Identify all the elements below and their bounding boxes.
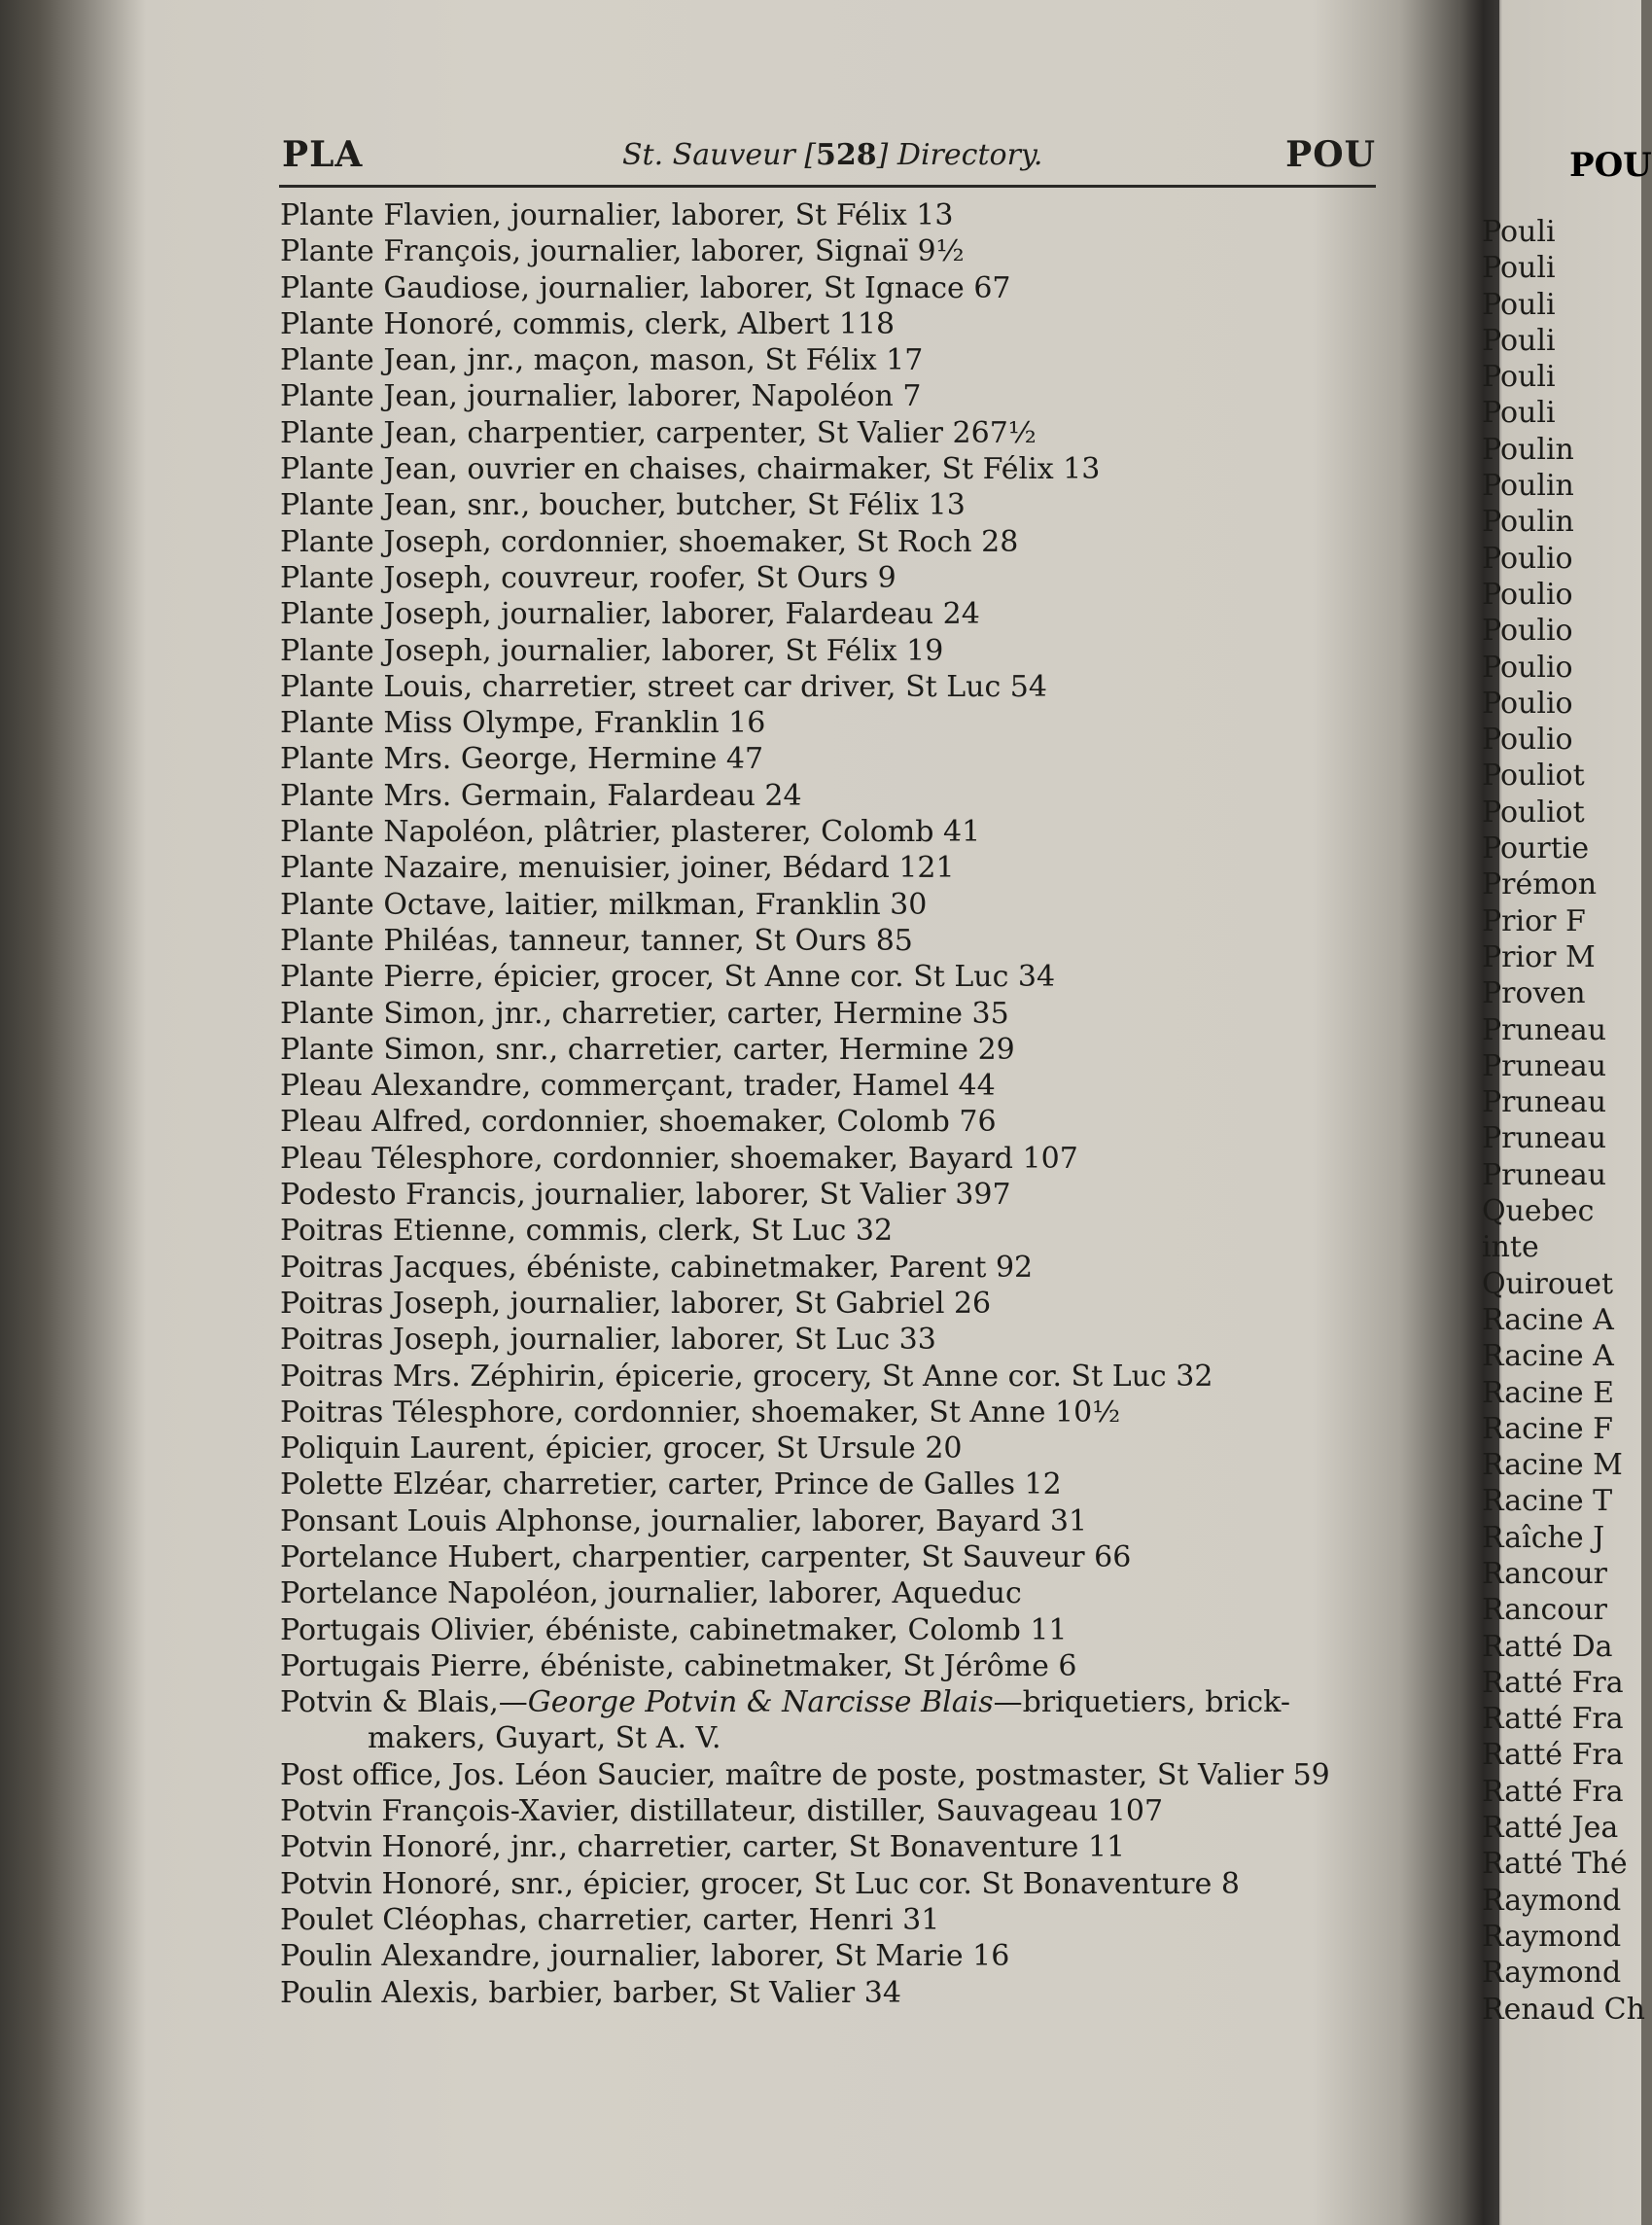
right-page-entry: Pourtie <box>1482 831 1590 866</box>
directory-entry: Pleau Alfred, cordonnier, shoemaker, Colomb 76 <box>280 1105 997 1140</box>
right-page-entry: Poulio <box>1482 650 1573 685</box>
directory-entry: Plante Joseph, cordonnier, shoemaker, St Roch 28 <box>280 524 1019 559</box>
directory-entry: Plante Jean, journalier, laborer, Napoléon 7 <box>280 379 922 414</box>
right-page-entry: Poulin <box>1482 505 1574 540</box>
right-page-entry: Poulio <box>1482 686 1573 721</box>
right-page-entry: Pouli <box>1482 360 1556 395</box>
directory-entry: Polette Elzéar, charretier, carter, Prince de Galles 12 <box>280 1467 1062 1502</box>
directory-entry: Potvin & Blais,—George Potvin & Narcisse Blais—briquetiers, brick- <box>280 1685 1290 1720</box>
right-page-entry: Racine T <box>1482 1484 1613 1519</box>
directory-entry: Pleau Télesphore, cordonnier, shoemaker, Bayard 107 <box>280 1141 1078 1176</box>
directory-entry: Plante Flavien, journalier, laborer, St Félix 13 <box>280 198 954 232</box>
directory-entry: Plante Jean, ouvrier en chaises, chairmaker, St Félix 13 <box>280 452 1101 487</box>
page-number: 528 <box>816 138 877 172</box>
directory-entry: Portugais Pierre, ébéniste, cabinetmaker, St Jérôme 6 <box>280 1648 1077 1683</box>
directory-entry: Poitras Mrs. Zéphirin, épicerie, grocery, St Anne cor. St Luc 32 <box>280 1359 1213 1394</box>
right-page-entry: Quebec <box>1482 1194 1595 1229</box>
header-title: St. Sauveur [528] Directory. <box>622 138 1043 172</box>
directory-entry: Plante Philéas, tanneur, tanner, St Ours 85 <box>280 923 913 958</box>
directory-entry: Plante Jean, charpentier, carpenter, St Valier 267½ <box>280 415 1037 450</box>
right-page-entry: Ratté Fra <box>1482 1702 1624 1737</box>
directory-entry: Plante Mrs. George, Hermine 47 <box>280 742 764 777</box>
right-page-entry: Pouli <box>1482 396 1556 431</box>
right-page-entry: Prior F <box>1482 903 1586 938</box>
directory-entry: Poitras Joseph, journalier, laborer, St Gabriel 26 <box>280 1286 992 1321</box>
directory-entry: Plante Louis, charretier, street car driver, St Luc 54 <box>280 669 1047 704</box>
directory-entry: Plante Octave, laitier, milkman, Franklin 30 <box>280 887 928 922</box>
directory-entry: Plante Joseph, couvreur, roofer, St Ours 9 <box>280 560 896 595</box>
directory-entry: Poitras Jacques, ébéniste, cabinetmaker, Parent 92 <box>280 1250 1034 1285</box>
directory-entry: Plante Pierre, épicier, grocer, St Anne cor. St Luc 34 <box>280 960 1056 995</box>
directory-entry: Potvin Honoré, jnr., charretier, carter, St Bonaventure 11 <box>280 1830 1126 1865</box>
directory-entry: Plante Jean, jnr., maçon, mason, St Félix 17 <box>280 343 924 378</box>
right-page-entry: Ratté Fra <box>1482 1774 1624 1809</box>
right-page-entry: Rancour <box>1482 1556 1608 1591</box>
directory-entry: Plante Mrs. Germain, Falardeau 24 <box>280 778 802 813</box>
right-page-entry: Ratté Fra <box>1482 1665 1624 1700</box>
right-page-entry: Proven <box>1482 976 1586 1011</box>
right-page-entry: Renaud Ch <box>1482 1992 1645 2027</box>
right-page-entry: Poulio <box>1482 541 1573 576</box>
directory-entry: Poitras Télesphore, cordonnier, shoemaker, St Anne 10½ <box>280 1395 1121 1430</box>
header-rule <box>279 185 1376 188</box>
right-page-entry: Pruneau <box>1482 1085 1607 1120</box>
directory-entry: Poulin Alexis, barbier, barber, St Valier 34 <box>280 1975 901 2010</box>
directory-entry: Plante Nazaire, menuisier, joiner, Bédard 121 <box>280 851 955 886</box>
right-page-entry: inte <box>1482 1230 1539 1265</box>
right-page-entry: Racine E <box>1482 1375 1615 1410</box>
directory-entry: Plante Miss Olympe, Franklin 16 <box>280 706 766 741</box>
right-page-entry: Ratté Fra <box>1482 1738 1624 1773</box>
directory-entry: Potvin François-Xavier, distillateur, distiller, Sauvageau 107 <box>280 1794 1164 1829</box>
right-page-entry: Quirouet <box>1482 1266 1614 1301</box>
header-right-guide: POU <box>1285 134 1376 175</box>
right-page-entry: Ratté Thé <box>1482 1847 1628 1882</box>
directory-entry: Poulet Cléophas, charretier, carter, Henri 31 <box>280 1902 940 1937</box>
right-page-entry: Raymond <box>1482 1883 1622 1918</box>
right-page-entry: Poulin <box>1482 432 1574 467</box>
right-page-entry: Poulin <box>1482 469 1574 504</box>
right-page-entry: Pruneau <box>1482 1157 1607 1192</box>
directory-entry: Plante Gaudiose, journalier, laborer, St Ignace 67 <box>280 270 1011 305</box>
directory-entry: Plante Simon, jnr., charretier, carter, Hermine 35 <box>280 996 1009 1031</box>
right-page-header: POU <box>1569 146 1652 185</box>
right-page-entry: Poulio <box>1482 614 1573 649</box>
right-page-entry: Poulio <box>1482 577 1573 612</box>
directory-entry-continuation: makers, Guyart, St A. V. <box>368 1721 721 1756</box>
directory-entry: Plante François, journalier, laborer, Signaï 9½ <box>280 234 965 269</box>
right-page-entry: Pouli <box>1482 323 1556 358</box>
directory-entries <box>280 197 1379 2011</box>
directory-entry: Portelance Hubert, charpentier, carpenter, St Sauveur 66 <box>280 1539 1132 1574</box>
right-page-entry: Pruneau <box>1482 1012 1607 1047</box>
directory-entry: Post office, Jos. Léon Saucier, maître de poste, postmaster, St Valier 59 <box>280 1757 1330 1792</box>
right-page-entry: Pouli <box>1482 251 1556 286</box>
right-page-entry: Racine F <box>1482 1411 1613 1446</box>
directory-entry: Poitras Joseph, journalier, laborer, St Luc 33 <box>280 1323 936 1358</box>
right-page-entries <box>1482 214 1645 2028</box>
right-page-entry: Rancour <box>1482 1593 1608 1628</box>
right-page-entry: Ratté Jea <box>1482 1811 1619 1846</box>
right-page-entry: Pouliot <box>1482 795 1585 830</box>
right-page-entry: Ratté Da <box>1482 1629 1613 1664</box>
right-page-entry: Racine M <box>1482 1448 1623 1483</box>
right-page-entry: Pouli <box>1482 287 1556 322</box>
directory-entry: Portelance Napoléon, journalier, laborer, Aqueduc <box>280 1576 1022 1611</box>
right-page-entry: Raîche J <box>1482 1520 1605 1555</box>
directory-entry: Plante Jean, snr., boucher, butcher, St Félix 13 <box>280 488 966 523</box>
header-left-guide: PLA <box>282 134 364 175</box>
directory-entry: Poitras Etienne, commis, clerk, St Luc 32 <box>280 1214 894 1249</box>
directory-entry: Plante Simon, snr., charretier, carter, Hermine 29 <box>280 1032 1015 1067</box>
directory-entry: Poliquin Laurent, épicier, grocer, St Ursule 20 <box>280 1431 963 1466</box>
directory-entry: Poulin Alexandre, journalier, laborer, St Marie 16 <box>280 1939 1010 1974</box>
right-page-entry: Raymond <box>1482 1956 1622 1991</box>
right-page-entry: Poulio <box>1482 723 1573 758</box>
right-page-entry: Pouli <box>1482 215 1556 249</box>
right-page-entry: Pouliot <box>1482 759 1585 794</box>
directory-entry: Pleau Alexandre, commerçant, trader, Hamel 44 <box>280 1069 996 1104</box>
directory-entry: Plante Napoléon, plâtrier, plasterer, Colomb 41 <box>280 815 981 850</box>
running-head <box>282 134 1376 179</box>
directory-entry: Plante Joseph, journalier, laborer, Falardeau 24 <box>280 597 980 632</box>
directory-entry: Plante Honoré, commis, clerk, Albert 118 <box>280 306 896 341</box>
directory-entry: Podesto Francis, journalier, laborer, St Valier 397 <box>280 1178 1011 1213</box>
directory-entry: Portugais Olivier, ébéniste, cabinetmaker, Colomb 11 <box>280 1612 1068 1647</box>
directory-entry: Plante Joseph, journalier, laborer, St Félix 19 <box>280 633 944 668</box>
directory-entry: Ponsant Louis Alphonse, journalier, laborer, Bayard 31 <box>280 1503 1088 1538</box>
right-page-entry: Racine A <box>1482 1302 1614 1337</box>
right-page-entry: Pruneau <box>1482 1121 1607 1156</box>
right-page-entry: Prémon <box>1482 867 1598 902</box>
right-page-entry: Pruneau <box>1482 1048 1607 1083</box>
right-page-entry: Prior M <box>1482 939 1596 974</box>
right-page-entry: Raymond <box>1482 1919 1622 1954</box>
directory-entry: Potvin Honoré, snr., épicier, grocer, St Luc cor. St Bonaventure 8 <box>280 1866 1241 1901</box>
right-page-entry: Racine A <box>1482 1339 1614 1374</box>
